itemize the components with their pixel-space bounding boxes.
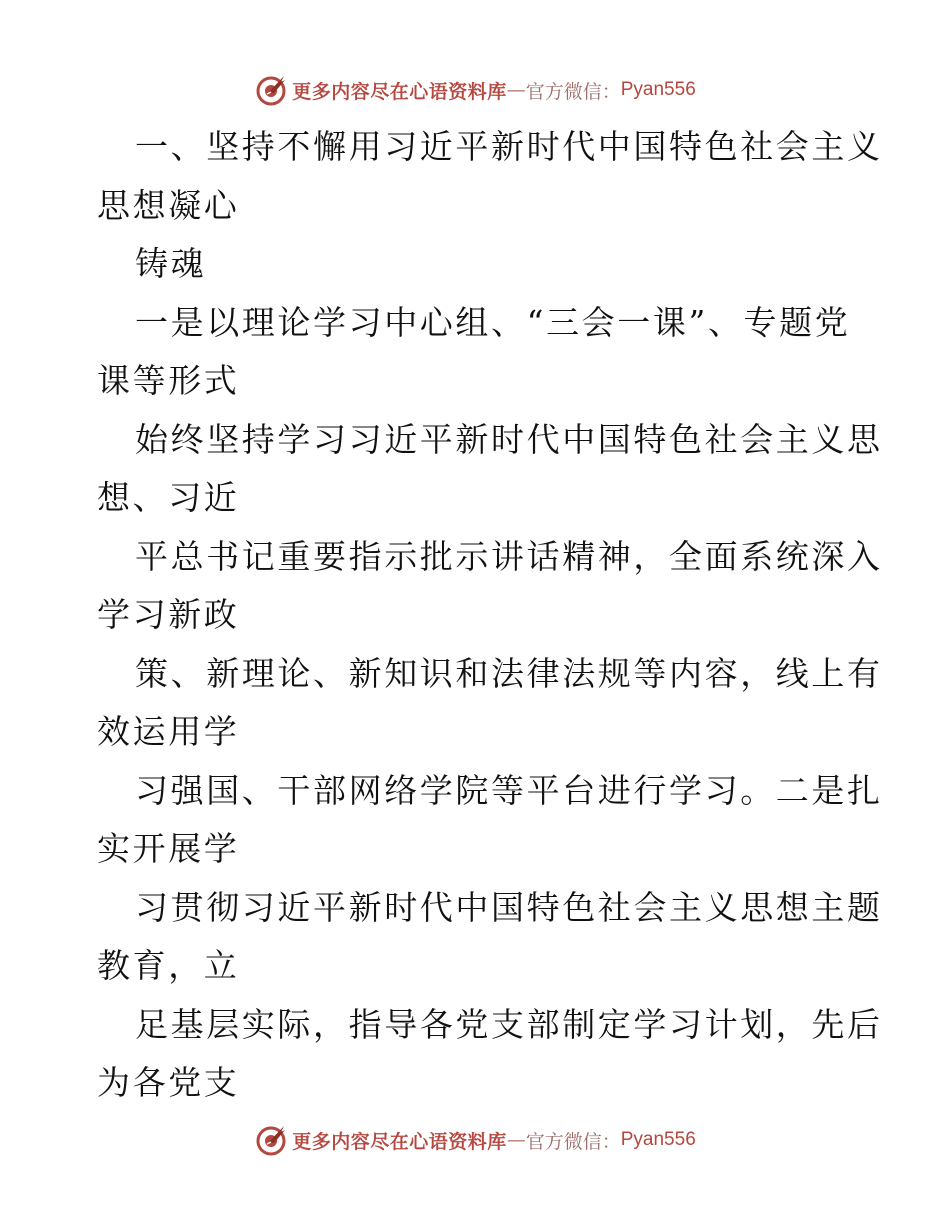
text-line: 平总书记重要指示批示讲话精神，全面系统深入 [135,536,883,576]
watermark-separator: — [506,1129,526,1151]
watermark-separator: — [506,79,526,101]
text-line: 一是以理论学习中心组、“三会一课”、专题党 [135,302,851,342]
text-line: 想、习近 [97,478,240,517]
text-line: 始终坚持学习习近平新时代中国特色社会主义思 [135,419,883,459]
text-line: 习强国、干部网络学院等平台进行学习。二是扎 [135,770,883,810]
text-line: 习贯彻习近平新时代中国特色社会主义思想主题 [135,887,883,927]
text-line: 足基层实际，指导各党支部制定学习计划，先后 [135,1004,883,1044]
text-line: 学习新政 [97,595,240,634]
text-line: 教育，立 [97,946,240,985]
watermark-main-text: 更多内容尽在心语资料库 [292,80,507,103]
quill-logo-icon [254,1123,288,1157]
text-line: 效运用学 [97,712,240,751]
watermark-wechat-id: Pyan556 [620,1129,696,1150]
document-body [97,118,883,1113]
watermark-wechat-label: 官方微信： [525,80,621,103]
watermark-footer [0,1120,950,1160]
quill-logo-icon [254,73,288,107]
watermark-wechat-label: 官方微信： [525,1130,621,1153]
text-line: 思想凝心 [97,185,240,225]
text-line: 策、新理论、新知识和法律法规等内容，线上有 [135,653,883,693]
watermark-wechat-id: Pyan556 [620,79,696,100]
watermark-main-text: 更多内容尽在心语资料库 [292,1130,507,1153]
text-line: 实开展学 [97,829,240,868]
text-line: 为各党支 [97,1063,240,1102]
text-line: 一、坚持不懈用习近平新时代中国特色社会主义 [135,127,883,166]
watermark-header [0,70,950,110]
text-line: 课等形式 [97,361,240,400]
text-line: 铸魂 [135,244,207,283]
